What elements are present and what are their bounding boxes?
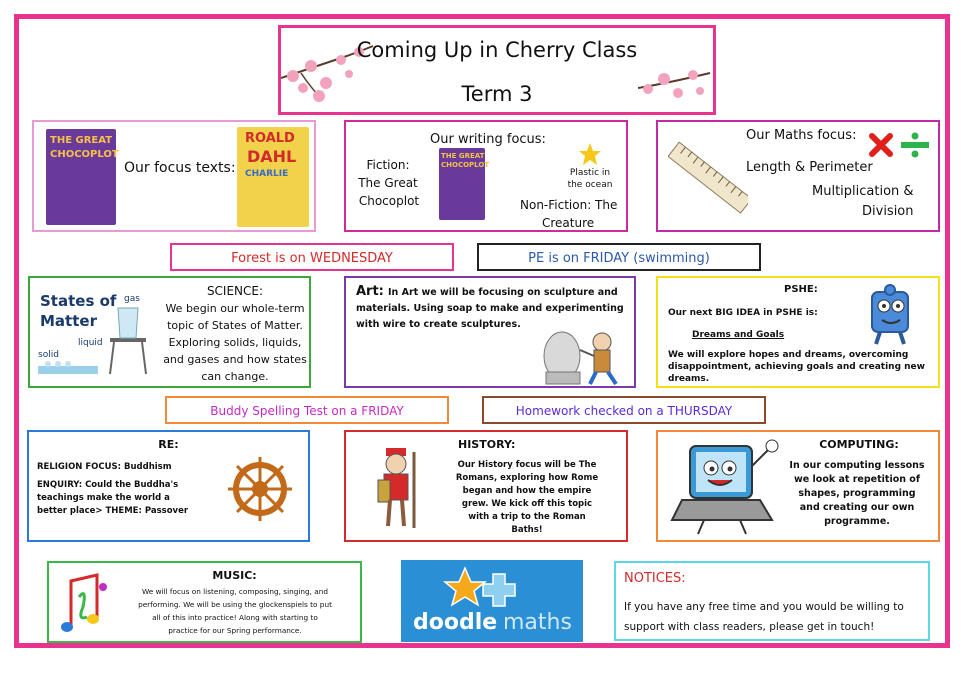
pshe-box: PSHE: Our next BIG IDEA in PSHE is: Dreams and Goals We will explore hopes and dreams, overcoming disappointment, achieving goals and creating new dreams. (656, 276, 940, 388)
maths-topic-2b: Division (862, 204, 914, 219)
computing-heading: COMPUTING: (819, 438, 899, 451)
computing-box: COMPUTING: In our computing lessons we look at repetition of shapes, programming and creating our own programme. (656, 430, 940, 542)
pshe-heading: PSHE: (784, 284, 818, 295)
chocoplot-book-cover: THE GREAT CHOCOPLOT (46, 129, 116, 225)
writing-book-cover: THE GREAT CHOCOPLOT (439, 148, 485, 220)
nonfiction-line-1: Non-Fiction: The (520, 198, 618, 212)
states-of-matter-image: States of Matter gas liquid solid (38, 288, 158, 378)
fiction-title-2: Chocoplot (358, 194, 420, 208)
header-box (278, 25, 716, 115)
pshe-theme: Dreams and Goals (692, 330, 785, 340)
times-icon (868, 132, 894, 158)
writing-box (344, 120, 628, 232)
forest-banner: Forest is on WEDNESDAY (170, 243, 454, 271)
history-heading: HISTORY: (458, 438, 516, 451)
nonfiction-line-2: Creature (542, 216, 595, 230)
maths-box (656, 120, 940, 232)
fiction-label: Fiction: (366, 158, 410, 172)
maths-topic-1: Length & Perimeter (746, 160, 873, 175)
science-heading: SCIENCE: (206, 284, 264, 298)
music-heading: MUSIC: (212, 569, 257, 582)
laptop-mascot-icon (664, 436, 784, 540)
star-caption-2: the ocean (567, 180, 613, 190)
notices-heading: NOTICES: (624, 571, 686, 586)
writing-heading: Our writing focus: (430, 132, 546, 147)
pe-banner: PE is on FRIDAY (swimming) (477, 243, 761, 271)
doodle-text: doodle (413, 610, 498, 635)
puzzle-mascot-icon (862, 282, 918, 346)
history-box: HISTORY: Our History focus will be The Romans, exploring how Rome began and how the empire grew. We kick off this topic with a trip to the Roman Baths! (344, 430, 628, 542)
re-heading: RE: (158, 438, 179, 451)
notices-box: NOTICES: If you have any free time and you would be willing to support with class readers, please get in touch! (614, 561, 930, 641)
header-title: Coming Up in Cherry Class (356, 38, 638, 62)
focus-texts-label: Our focus texts: (124, 160, 236, 176)
focus-texts-box (32, 120, 316, 232)
star-icon (578, 142, 602, 166)
doodlemaths-mascots-icon (439, 564, 539, 610)
dharma-wheel-icon (225, 454, 295, 524)
science-box: States of Matter gas liquid solid SCIENCE: We begin our whole-term topic of States of Matter. Exploring solids, liquids, and gases and how states can change. (28, 276, 311, 388)
music-notes-icon (57, 567, 113, 637)
re-box: RE: RELIGION FOCUS: Buddhism ENQUIRY: Could the Buddha's teachings make the world a better place> THEME: Passover (27, 430, 310, 542)
maths-topic-2a: Multiplication & (812, 184, 914, 199)
homework-banner: Homework checked on a THURSDAY (482, 396, 766, 424)
art-label: Art: (356, 284, 384, 299)
star-caption-1: Plastic in (569, 168, 611, 178)
roman-soldier-image (368, 446, 428, 532)
maths-heading: Our Maths focus: (746, 128, 857, 143)
art-box: Art: In Art we will be focusing on sculpture and materials. Using soap to make and experimenting with wire to create sculptures. (344, 276, 636, 388)
charlie-book-cover: ROALD DAHL CHARLIE (237, 127, 309, 227)
spelling-banner: Buddy Spelling Test on a FRIDAY (165, 396, 449, 424)
fiction-title-1: The Great (358, 176, 418, 190)
sculptor-image (532, 328, 632, 386)
ruler-image (668, 138, 748, 222)
divide-icon (900, 132, 930, 158)
maths-text: maths (503, 610, 572, 635)
header-subtitle: Term 3 (461, 82, 533, 106)
music-box: MUSIC: We will focus on listening, composing, singing, and performing. We will be using the glockenspiels to put all of this into practice! Along with starting to practice for our Spring performance. (47, 561, 362, 643)
doodlemaths-logo (401, 560, 583, 642)
